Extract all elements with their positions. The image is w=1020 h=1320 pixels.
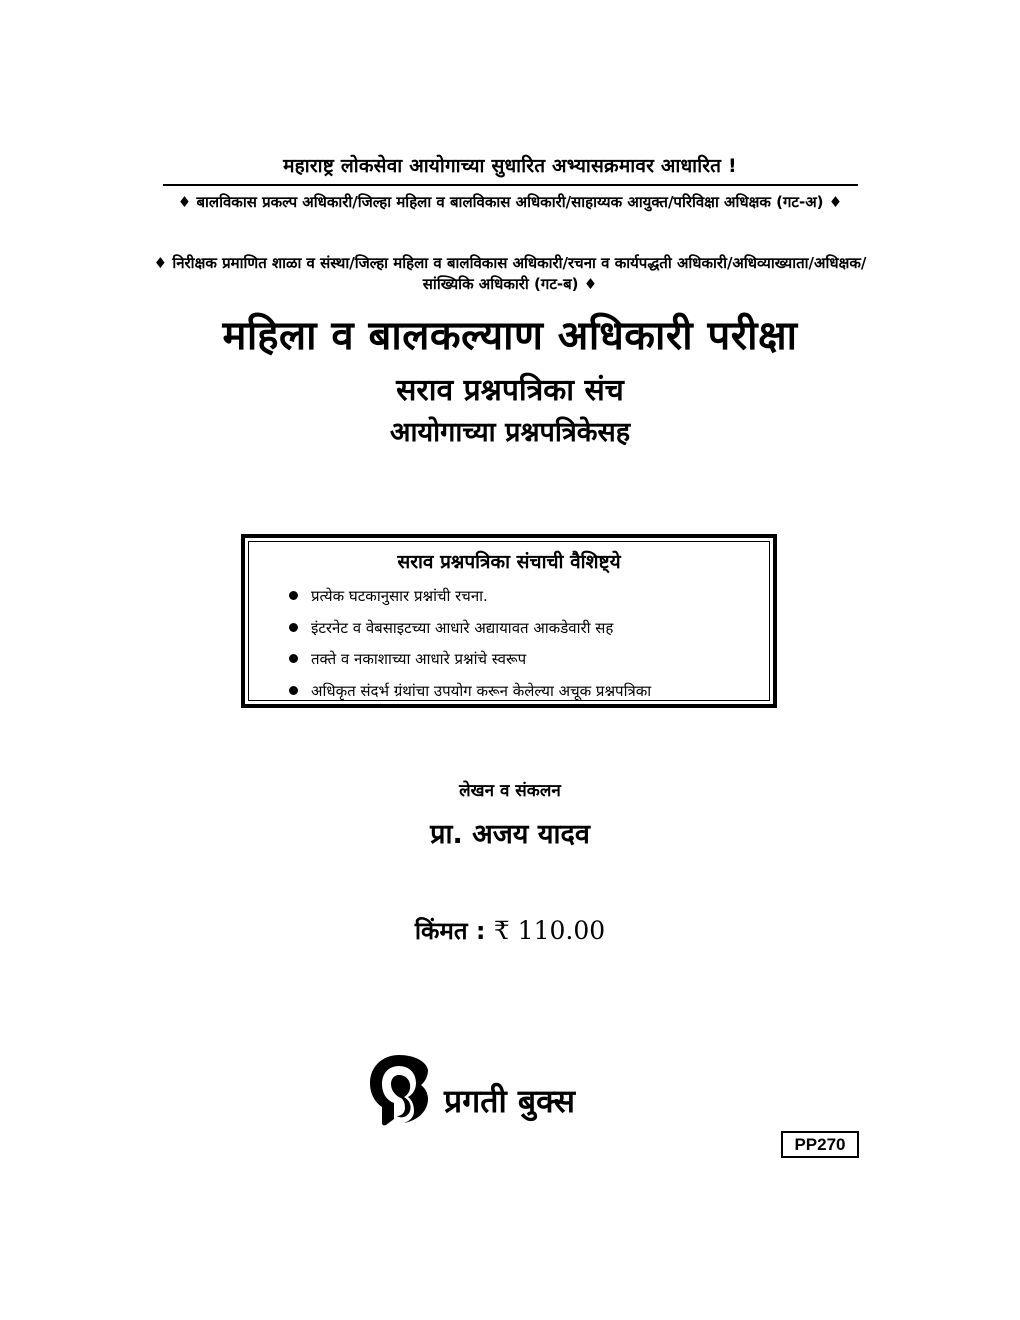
header-divider	[163, 184, 858, 186]
feature-item	[289, 647, 651, 679]
bullet-icon	[289, 654, 298, 663]
posts-group-b: ♦ निरीक्षक प्रमाणित शाळा व संस्था/जिल्हा महिला व बालविकास अधिकारी/रचना व कार्यपद्धती अधिकारी/अधिव्याख्याता/अधिक्षक/सांख्यिकि अधिकारी (गट-ब) ♦	[153, 254, 867, 293]
bullet-icon	[289, 623, 298, 632]
feature-item-text: तक्ते व नकाशाच्या आधारे प्रश्नांचे स्वरूप	[311, 650, 527, 668]
sub-title-secondary: आयोगाच्या प्रश्नपत्रिकेसह	[389, 417, 631, 448]
posts-group-a: ♦ बालविकास प्रकल्प अधिकारी/जिल्हा महिला व बालविकास अधिकारी/साहाय्यक आयुक्त/परिविक्षा अधिक्षक (गट-अ) ♦	[177, 193, 843, 211]
publisher-name: प्रगती बुक्स	[444, 1081, 576, 1120]
price-label: किंमत :	[414, 917, 486, 945]
publisher-logo-icon	[368, 1053, 430, 1127]
book-code: PP270	[781, 1131, 859, 1158]
features-list	[289, 584, 651, 710]
features-heading: सराव प्रश्नपत्रिका संचाची वैशिष्ट्ये	[397, 551, 621, 573]
author-name: प्रा. अजय यादव	[430, 819, 590, 850]
price	[0, 914, 1020, 947]
feature-item	[289, 616, 651, 648]
bullet-icon	[289, 686, 298, 695]
sub-title: सराव प्रश्नपत्रिका संच	[396, 373, 624, 408]
feature-item-text: अधिकृत संदर्भ ग्रंथांचा उपयोग करून केलेल्या अचूक प्रश्नपत्रिका	[311, 681, 652, 700]
feature-item	[289, 679, 651, 711]
feature-item-text: इंटरनेट व वेबसाइटच्या आधारे अद्यायावत आकडेवारी सह	[311, 618, 614, 637]
header-tagline: महाराष्ट्र लोकसेवा आयोगाच्या सुधारित अभ्यासक्रमावर आधारित !	[283, 155, 737, 177]
main-title: महिला व बालकल्याण अधिकारी परीक्षा	[222, 313, 798, 359]
author-label: लेखन व संकलन	[459, 781, 561, 801]
features-box	[241, 534, 777, 708]
bullet-icon	[289, 591, 298, 600]
features-box-inner	[248, 541, 770, 701]
feature-item	[289, 584, 651, 616]
price-amount: ₹ 110.00	[493, 916, 606, 945]
feature-item-text: प्रत्येक घटकानुसार प्रश्नांची रचना.	[311, 587, 488, 605]
publisher	[368, 1052, 575, 1128]
